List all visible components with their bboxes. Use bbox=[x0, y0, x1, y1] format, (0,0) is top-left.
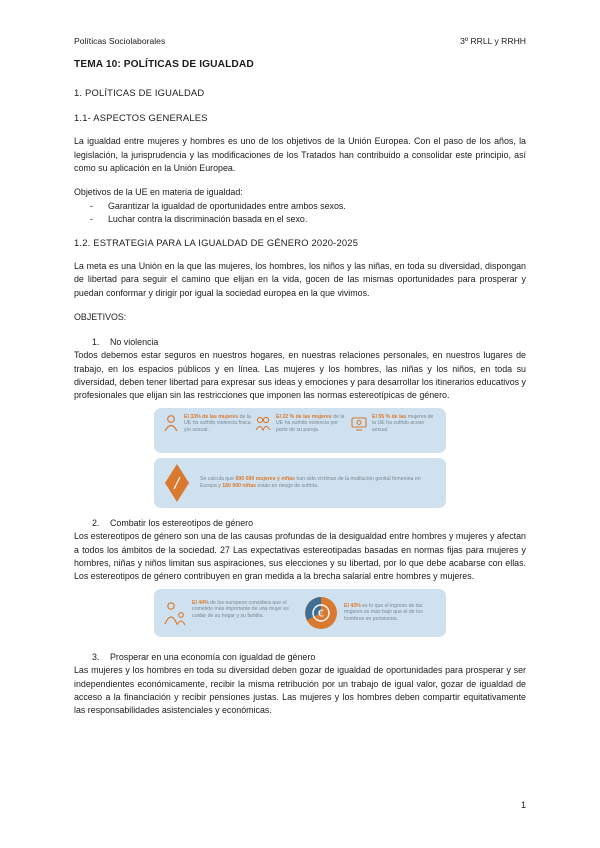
infographic-violence bbox=[74, 408, 526, 508]
infographic-stereotypes bbox=[74, 589, 526, 637]
objective-title-2: 2. Combatir los estereotipos de género bbox=[92, 517, 254, 528]
objective-text-3: Las mujeres y los hombres en toda su diversidad deben gozar de igualdad de oportunidades para prosperar y ser independientes económicamente, recibir la misma retribución por un trabajo de igual valor, gozar de igualdad de acceso a la financiación y recibir pensiones justas. Las mujeres y los hombres deben compartir equitativamente las responsabilidades asistenciales y económicas. bbox=[74, 665, 526, 716]
list-item: - Luchar contra la discriminación basada en el sexo. bbox=[90, 214, 308, 225]
stat-physical-violence: El 33% de las mujeres de la UE ha sufrido violencia física y/o sexual. bbox=[162, 414, 254, 434]
couple-icon bbox=[254, 414, 272, 432]
section-heading-1-1: 1.1- ASPECTOS GENERALES bbox=[74, 111, 208, 123]
stat-fgm: Se calcula que 500 000 mujeres y niñas han sido víctimas de la mutilación genital femenina en Europa y 180 000 niñas están en riesgo de sufrirla. bbox=[200, 476, 421, 489]
header-right: 3º RRLL y RRHH bbox=[460, 36, 526, 46]
objective-title-3: 3. Prosperar en una economía con igualdad de género bbox=[92, 651, 316, 662]
list-item: - Garantizar la igualdad de oportunidades entre ambos sexos. bbox=[90, 200, 346, 211]
objectives-intro: Objetivos de la UE en materia de igualdad: bbox=[74, 187, 243, 198]
diamond-icon bbox=[164, 463, 190, 503]
woman-icon bbox=[162, 414, 180, 432]
euro-pie-icon bbox=[304, 596, 338, 630]
stat-care-role: El 44% de los europeos considera que el cometido más importante de una mujer es cuidar de su hogar y su familia. bbox=[162, 600, 302, 626]
stat-partner-violence: El 22 % de las mujeres de la UE ha sufrido violencia por parte de su pareja. bbox=[254, 414, 350, 434]
infographic-stats-box bbox=[154, 408, 446, 453]
objective-text-2: Los estereotipos de género son una de las causas profundas de la desigualdad entre hombres y mujeres y afectan a todos los ámbitos de la sociedad. 27 Las expectativas estereotipadas basadas en normas fijas para mujeres y hombres, niñas y niños limitan sus aspiraciones, sus elecciones y su libertad, por lo que debe acabarse con ellas. Los estereotipos de género contribuyen en gran medida a la brecha salarial entre hombres y mujeres. bbox=[74, 531, 526, 582]
paragraph-strategy: La meta es una Unión en la que las mujeres, los hombres, los niños y las niñas, en toda su diversidad, dispongan de libertad para seguir el camino que elijan en la vida, gocen de las mismas oportunidades para prosperar y puedan conformar y dirigir por igual la sociedad europea en la que vivimos. bbox=[74, 261, 526, 298]
objectives-list bbox=[74, 200, 526, 227]
screen-icon bbox=[350, 414, 368, 432]
page-number: 1 bbox=[520, 800, 526, 810]
objectives-label: OBJETIVOS: bbox=[74, 312, 127, 323]
stat-harassment: El 55 % de las mujeres de la UE ha sufrido acoso sexual. bbox=[350, 414, 436, 434]
stat-pension-gap: El 43% es lo que el ingreso de las mujeres es más bajo que el de los hombres en pensiones. bbox=[344, 602, 423, 623]
svg-text:€: € bbox=[317, 608, 325, 620]
section-heading-1: 1. POLÍTICAS DE IGUALDAD bbox=[74, 87, 205, 99]
objective-title-1: 1. No violencia bbox=[92, 336, 159, 347]
page-title: TEMA 10: POLÍTICAS DE IGUALDAD bbox=[74, 59, 254, 70]
page-content bbox=[74, 58, 526, 729]
infographic-fgm-box bbox=[154, 458, 446, 508]
section-heading-1-2: 1.2. ESTRATEGIA PARA LA IGUALDAD DE GÉNERO 2020-2025 bbox=[74, 236, 359, 248]
mother-child-icon bbox=[162, 600, 188, 626]
infographic-stereotypes-box bbox=[154, 589, 446, 637]
paragraph-intro: La igualdad entre mujeres y hombres es uno de los objetivos de la Unión Europea. Con el paso de los años, la legislación, la jurisprudencia y las modificaciones de los Tratados han contribuido a consolidar este principio, así como su aplicación en la Unión Europea. bbox=[74, 136, 526, 174]
objective-text-1: Todos debemos estar seguros en nuestros hogares, en nuestras relaciones personales, en nuestros lugares de trabajo, en los espacios públicos y en línea. Las mujeres y los hombres, las niñas y los niños, en toda su diversidad, deben tener libertad para expresar sus ideas y emociones y para desarrollar los itinerarios educativos y profesionales que elijan sin las restricciones que imponen las normas estereotípicas de género. bbox=[74, 350, 526, 401]
header-left: Políticas Sociolaborales bbox=[74, 36, 166, 46]
